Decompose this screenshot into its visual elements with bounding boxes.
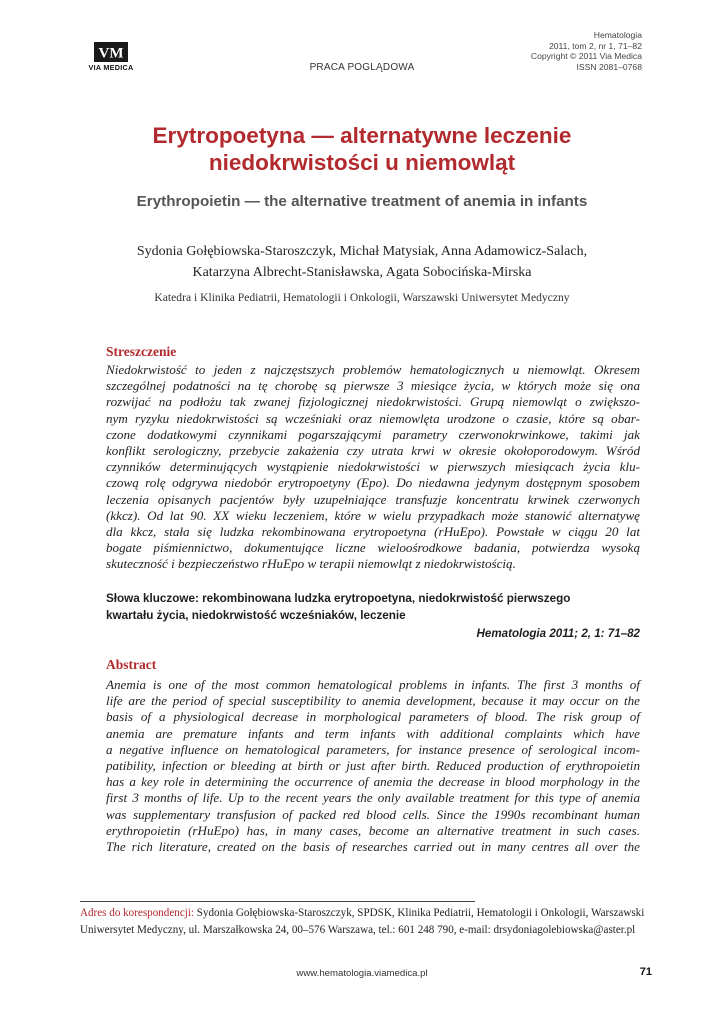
citation: Hematologia 2011; 2, 1: 71–82 [476, 627, 640, 640]
text-line: anemia are premature infants and term infants with additional complaints which have [106, 725, 640, 741]
text-line: patibility, infection or bleeding at birth or just after birth. Reduced production of erythropoietin [106, 758, 640, 774]
title-line: niedokrwistości u niemowląt [208, 150, 516, 175]
correspondence-label: Adres do korespondencji: [80, 907, 194, 919]
correspondence-address [80, 905, 650, 938]
correspondence-text: Sydonia Gołębiowska-Staroszczyk, SPDSK, Klinika Pediatrii, Hematologii i Onkologii, Warszawski [196, 907, 645, 919]
journal-name: Hematologia [593, 30, 642, 40]
article-title-english: Erythropoietin — the alternative treatment of anemia in infants [136, 193, 588, 210]
journal-info [531, 30, 642, 72]
text-line: first 3 months of life. Up to the recent years the only available treatment for this type of anemia [106, 790, 640, 806]
abstract-body [106, 677, 640, 855]
keywords [106, 590, 640, 624]
keywords-line: kwartału życia, niedokrwistość wcześniaków, leczenie [106, 609, 406, 622]
text-line: life are the period of special susceptibility to anemia development, because it may occur on the [106, 693, 640, 709]
text-line: rozwijać na podłożu tak zwanej fizjologicznej niedokrwistości. Grupą niemowląt o zwiększo- [106, 394, 640, 410]
journal-copyright: Copyright © 2011 Via Medica [530, 51, 642, 62]
journal-issn: ISSN 2081–0768 [576, 61, 642, 72]
streszczenie-heading: Streszczenie [106, 344, 177, 359]
title-line: Erytropoetyna — alternatywne leczenie [152, 123, 572, 148]
section-label: PRACA POGLĄDOWA [309, 62, 415, 73]
text-line: was supplementary transfusion of packed red blood cells. Since the 1990s recombinant human [106, 806, 640, 822]
text-line: nym ryzyku niedokrwistości są wcześniaki oraz niemowlęta urodzone o czasie, które są obar- [106, 410, 640, 426]
author-line: Katarzyna Albrecht-Stanisławska, Agata Sobocińska-Mirska [192, 264, 532, 280]
article-title-polish [60, 122, 664, 176]
keywords-line: Słowa kluczowe: rekombinowana ludzka erytropoetyna, niedokrwistość pierwszego [106, 592, 571, 605]
text-line: basis of a physiological decrease in morphological parameters of blood. The risk group of [106, 709, 640, 725]
svg-text:VM: VM [98, 45, 124, 62]
logo-text: VIA MEDICA [88, 63, 134, 72]
streszczenie-body [106, 362, 640, 573]
text-line: czynników determinujących wystąpienie niedokrwistości w pierwszych miesiącach życia klu- [106, 459, 640, 475]
author-line: Sydonia Gołębiowska-Staroszczyk, Michał Matysiak, Anna Adamowicz-Salach, [136, 244, 588, 259]
footnote-divider [80, 901, 475, 902]
text-line: bogate piśmiennictwo, dokumentujące liczne wieloośrodkowe badania, potwierdza wysoką [106, 540, 640, 556]
text-line: erythropoietin (rHuEpo) has, in many cases, become an alternative treatment in such cases. [106, 822, 640, 838]
text-line: (kkcz). Od lat 90. XX wieku leczeniem, które w wielu przypadkach może stanowić alternatywę [106, 507, 640, 523]
text-line: czone dodatkowymi czynnikami pogarszającymi parametry czerwonokrwinkowe, takimi jak [106, 426, 640, 442]
text-line: The rich literature, created on the basis of researches carried out in many centres all over the [106, 839, 640, 855]
author-list [60, 242, 664, 283]
text-line: skuteczność i bezpieczeństwo rHuEpo w terapii niemowląt z niedokrwistością. [106, 556, 516, 572]
text-line: a negative influence on hematological parameters, for instance presence of serological incom- [106, 741, 640, 757]
via-medica-logo-icon [94, 42, 128, 62]
text-line: Anemia is one of the most common hematological problems in infants. The first 3 months of [106, 677, 640, 692]
text-line: leczenia opisanych pacjentów były uzupełniające transfuzje koncentratu krwinek czerwonych [106, 491, 640, 507]
text-line: dla kkcz, stała się ludzka rekombinowana erytropoetyna (rHuEpo). Powstałe w ciągu 20 lat [106, 524, 640, 540]
text-line: konflikt serologiczny, przebycie zakażenia czy utrata krwi w okresie okołoporodowym. Wśród [106, 443, 640, 459]
correspondence-line [80, 905, 650, 922]
text-line: czową rolę odgrywa niedobór erytropoetyny (Epo). Do niedawna jedynym dostępnym sposobem [106, 475, 640, 491]
journal-website[interactable]: www.hematologia.viamedica.pl [296, 968, 428, 979]
abstract-heading: Abstract [106, 657, 157, 672]
text-line: Niedokrwistość to jeden z najczęstszych problemów hematologicznych u niemowląt. Okresem [106, 362, 640, 377]
affiliation: Katedra i Klinika Pediatrii, Hematologii i Onkologii, Warszawski Uniwersytet Medyczny [154, 291, 570, 304]
journal-volume: 2011, tom 2, nr 1, 71–82 [548, 40, 642, 51]
text-line: has a key role in determining the occurrence of anemia the decrease in blood morphology in the [106, 774, 640, 790]
correspondence-line: Uniwersytet Medyczny, ul. Marszałkowska 24, 00–576 Warszawa, tel.: 601 248 790, e-mail: drsydoniagolebiowska@aster.pl [80, 923, 636, 936]
text-line: szczególnej podatności na tę chorobę są pierwsze 3 miesiące życia, w których może się ona [106, 378, 640, 394]
page-number: 71 [639, 966, 652, 978]
